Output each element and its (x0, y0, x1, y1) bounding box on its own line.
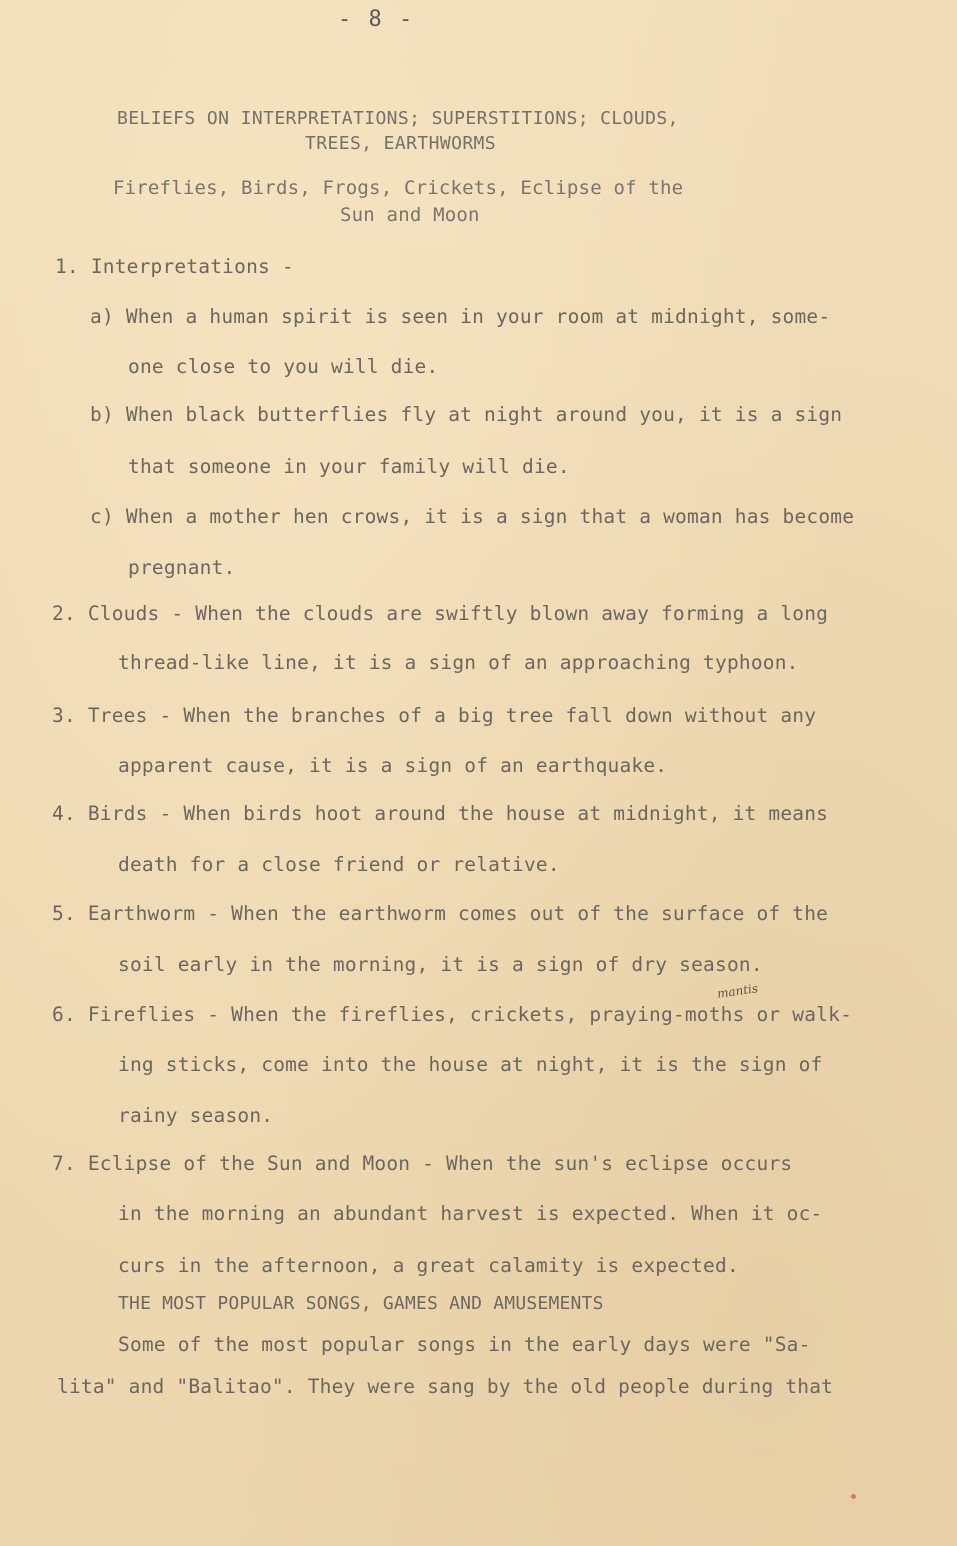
item-number: 3. (52, 704, 76, 727)
item-number: 1. (55, 255, 79, 278)
item-1a-line-2: one close to you will die. (128, 355, 439, 378)
subtitle-line-2: Sun and Moon (340, 204, 480, 226)
item-text: Trees - When the branches of a big tree fall down without any (87, 704, 817, 727)
item-7-line-3: curs in the afternoon, a great calamity is expected. (118, 1254, 739, 1277)
item-2-line-2: thread-like line, it is a sign of an approaching typhoon. (118, 651, 799, 674)
item-text: Eclipse of the Sun and Moon - When the sun's eclipse occurs (87, 1152, 793, 1175)
item-1b-line-1: b) When black butterflies fly at night around you, it is a sign (90, 403, 843, 426)
item-6-line-1 (52, 1003, 852, 1027)
item-7-line-2: in the morning an abundant harvest is expected. When it oc- (118, 1202, 823, 1225)
ink-speck (851, 1494, 856, 1499)
item-text: Fireflies - When the fireflies, crickets, praying-moths or walk- (87, 1003, 853, 1026)
item-number: 4. (52, 802, 76, 825)
item-number: 7. (52, 1152, 76, 1175)
section-paragraph-line-2: lita" and "Balitao". They were sang by the old people during that (57, 1375, 834, 1398)
item-1c-line-1: c) When a mother hen crows, it is a sign that a woman has become (90, 505, 855, 528)
title-line-1: BELIEFS ON INTERPRETATIONS; SUPERSTITIONS; CLOUDS, (117, 108, 679, 129)
item-6-line-3: rainy season. (118, 1104, 274, 1127)
item-1-heading (55, 255, 294, 279)
title-line-2: TREES, EARTHWORMS (305, 133, 497, 154)
item-1c-line-2: pregnant. (128, 556, 236, 579)
item-label: Interpretations - (90, 255, 294, 278)
item-2-line-1 (52, 602, 828, 626)
page-number: - 8 - (338, 7, 415, 32)
item-number: 6. (52, 1003, 76, 1026)
item-number: 5. (52, 902, 76, 925)
section-heading: THE MOST POPULAR SONGS, GAMES AND AMUSEMENTS (118, 1293, 604, 1314)
item-4-line-1 (52, 802, 828, 826)
item-5-line-1 (52, 902, 828, 926)
item-3-line-1 (52, 704, 816, 728)
item-5-line-2: soil early in the morning, it is a sign of dry season. (118, 953, 763, 976)
item-text: Birds - When birds hoot around the house at midnight, it means (87, 802, 829, 825)
subtitle-line-1: Fireflies, Birds, Frogs, Crickets, Eclipse of the (113, 177, 684, 199)
item-text: Clouds - When the clouds are swiftly blown away forming a long (87, 602, 829, 625)
item-3-line-2: apparent cause, it is a sign of an earthquake. (118, 754, 668, 777)
section-paragraph-line-1: Some of the most popular songs in the early days were "Sa- (118, 1333, 811, 1356)
item-6-line-2: ing sticks, come into the house at night, it is the sign of (118, 1053, 823, 1076)
item-4-line-2: death for a close friend or relative. (118, 853, 560, 876)
item-1b-line-2: that someone in your family will die. (128, 455, 570, 478)
item-text: Earthworm - When the earthworm comes out of the surface of the (87, 902, 829, 925)
item-7-line-1 (52, 1152, 792, 1176)
handwritten-insertion: mantis (716, 981, 759, 1001)
item-number: 2. (52, 602, 76, 625)
item-1a-line-1: a) When a human spirit is seen in your room at midnight, some- (90, 305, 831, 328)
